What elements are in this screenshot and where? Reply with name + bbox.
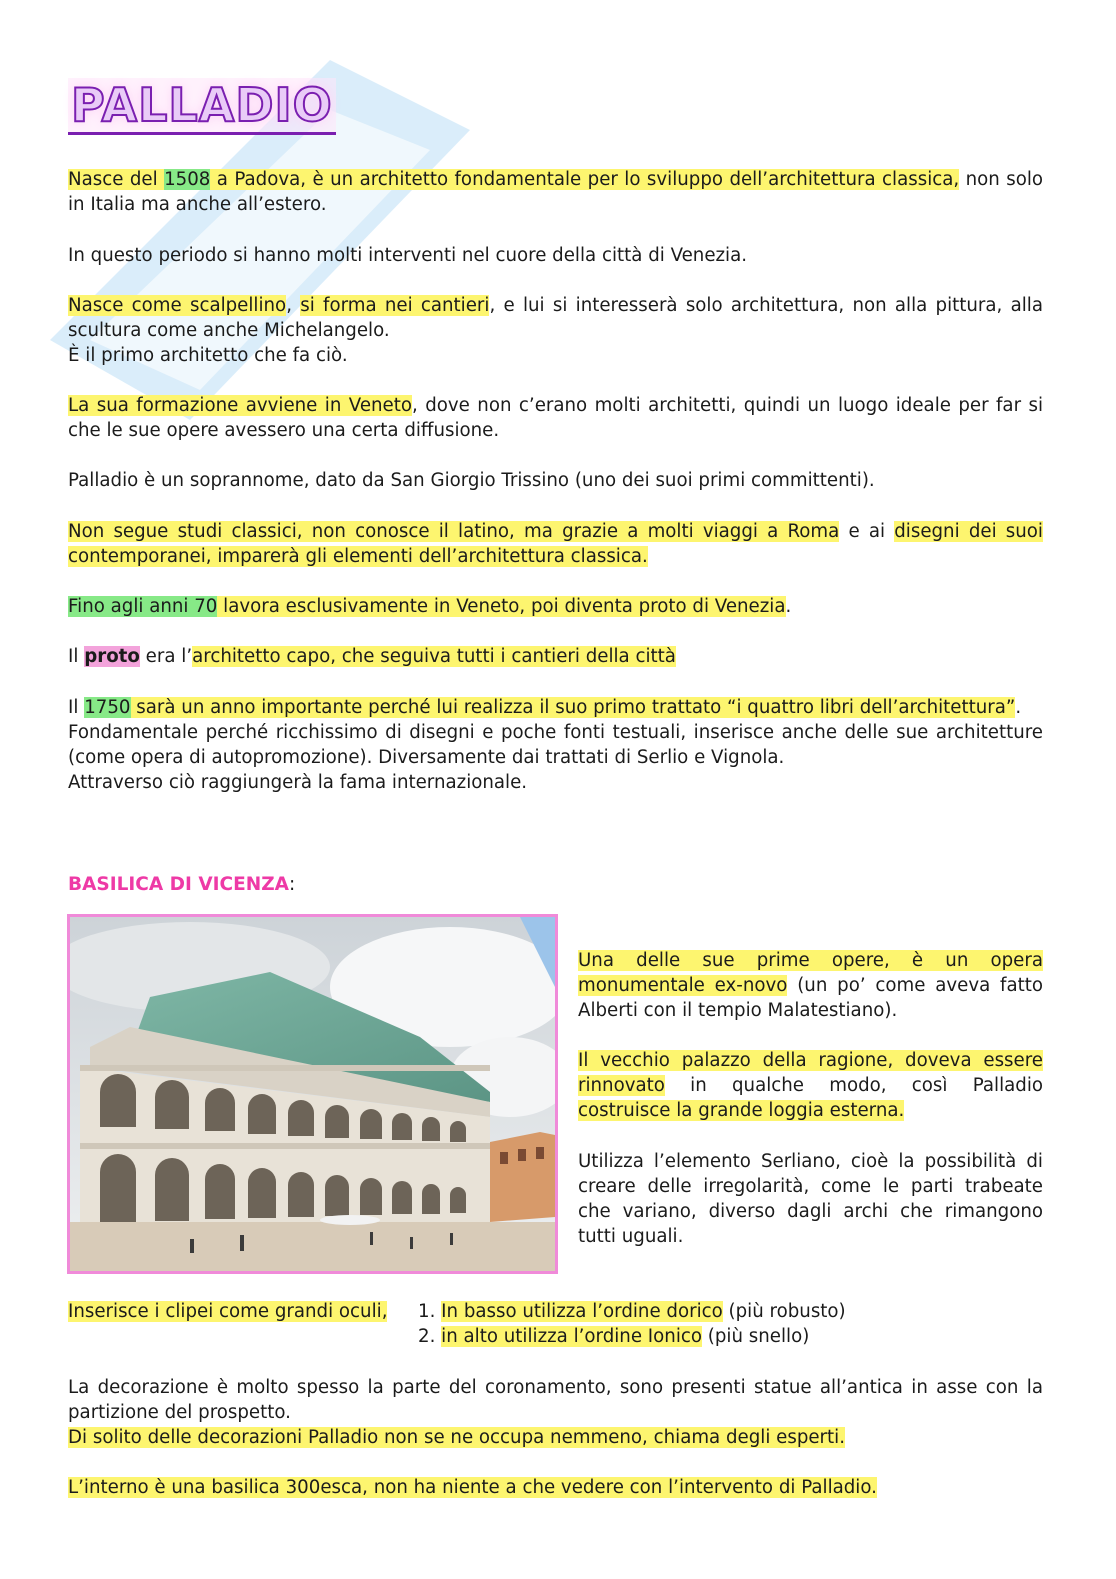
text-highlight: Di solito delle decorazioni Palladio non se ne occupa nemmeno, chiama degli esperti. [68, 1427, 845, 1448]
text: Attraverso ciò raggiungerà la fama internazionale. [68, 772, 528, 793]
text-highlight: si forma nei cantieri [300, 295, 490, 316]
text-highlight: La sua formazione avviene in Veneto [68, 395, 413, 416]
text-highlight: architetto capo, che seguiva tutti i cantieri della città [192, 646, 676, 667]
text-highlight: Non segue studi classici, non conosce il latino, ma grazie a molti viaggi a Roma [68, 521, 840, 542]
paragraph-venice [68, 243, 1043, 268]
paragraph-serliano [578, 1149, 1043, 1249]
year-highlight: 1750 [84, 697, 131, 718]
text-highlight: In basso utilizza l’ordine dorico [441, 1301, 723, 1322]
paragraph-clipei [68, 1299, 418, 1324]
text: . [785, 596, 792, 617]
paragraph-stonecutter [68, 293, 1043, 368]
list-item [418, 1299, 846, 1324]
text: , e lui si interesserà solo architettura, non alla pittura, alla scultura come anche Michelangelo. [68, 295, 1043, 341]
text-highlight: Una delle sue prime opere, è un opera monumentale ex-novo [578, 950, 1043, 996]
text: In questo periodo si hanno molti interventi nel cuore della città di Venezia. [68, 245, 748, 266]
text: Palladio è un soprannome, dato da San Giorgio Trissino (uno dei suoi primi committenti). [68, 470, 875, 491]
page-title: PALLADIO [68, 78, 336, 135]
orders-list [418, 1299, 846, 1349]
year-highlight: 1508 [164, 169, 211, 190]
paragraph-loggia [578, 1048, 1043, 1123]
text: (più snello) [702, 1326, 810, 1347]
text: Utilizza l’elemento Serliano, cioè la possibilità di creare delle irregolarità, come le parti trabeate che variano, diverso dagli archi che rimangono tutti uguali. [578, 1151, 1043, 1247]
text-highlight: Inserisce i clipei come grandi oculi, [68, 1301, 388, 1322]
basilica-photo [67, 914, 558, 1274]
list-item [418, 1324, 846, 1349]
text: non solo in Italia ma anche all’estero. [68, 169, 1044, 215]
text-highlight: lavora esclusivamente in Veneto, poi diventa proto di Venezia [217, 596, 786, 617]
term-highlight: proto [84, 646, 140, 667]
text-highlight: disegni dei suoi contemporanei, imparerà gli elementi dell’architettura classica. [68, 521, 1043, 567]
paragraph-decoration [68, 1375, 1043, 1450]
heading-colon: : [288, 874, 296, 895]
text: in qualche modo, così Palladio [664, 1075, 1043, 1096]
paragraph-nickname [68, 468, 1043, 493]
text: e ai [839, 521, 895, 542]
text-highlight: Nasce come scalpellino [68, 295, 287, 316]
paragraph-birth [68, 167, 1043, 217]
paragraph-proto [68, 644, 1043, 669]
text-highlight: costruisce la grande loggia esterna. [578, 1100, 905, 1121]
text-highlight: Nasce del [68, 169, 165, 190]
paragraph-studies [68, 519, 1043, 569]
text: È il primo architetto che fa ciò. [68, 345, 348, 366]
text: La decorazione è molto spesso la parte del coronamento, sono presenti statue all’antica in asse con la partizione del prospetto. [68, 1377, 1043, 1423]
text: Fondamentale perché ricchissimo di disegni e poche fonti testuali, inserisce anche delle sue architetture (come opera di autopromozione). Diversamente dai trattati di Serlio e Vignola. [68, 722, 1043, 768]
text: , [286, 295, 301, 316]
text: Il [68, 697, 85, 718]
section-heading [68, 872, 295, 897]
text-highlight: in alto utilizza l’ordine Ionico [441, 1326, 703, 1347]
text: . [1015, 697, 1022, 718]
text: (più robusto) [722, 1301, 846, 1322]
paragraph-interior [68, 1475, 1043, 1500]
paragraph-monumental [578, 948, 1043, 1023]
text-highlight: Il vecchio palazzo della ragione, doveva essere rinnovato [578, 1050, 1043, 1096]
text: , dove non c’erano molti architetti, quindi un luogo ideale per far si che le sue opere avessero una certa diffusione. [68, 395, 1044, 441]
list-number: 1. [418, 1301, 436, 1322]
text: (un po’ come aveva fatto Alberti con il tempio Malatestiano). [578, 975, 1043, 1021]
paragraph-treatise [68, 695, 1043, 795]
paragraph-formation [68, 393, 1043, 443]
basilica-illustration [70, 917, 555, 1271]
text: Il [68, 646, 85, 667]
paragraph-veneto [68, 594, 1043, 619]
text-highlight: sarà un anno importante perché lui realizza il suo primo trattato “i quattro libri dell’architettura” [130, 697, 1016, 718]
heading-text: BASILICA DI VICENZA [68, 874, 289, 895]
text: era l’ [139, 646, 193, 667]
list-number: 2. [418, 1326, 436, 1347]
date-highlight: Fino agli anni 70 [68, 596, 218, 617]
text-highlight: L’interno è una basilica 300esca, non ha niente a che vedere con l’intervento di Palladio. [68, 1477, 877, 1498]
text-highlight: a Padova, è un architetto fondamentale per lo sviluppo dell’architettura classica, [210, 169, 960, 190]
